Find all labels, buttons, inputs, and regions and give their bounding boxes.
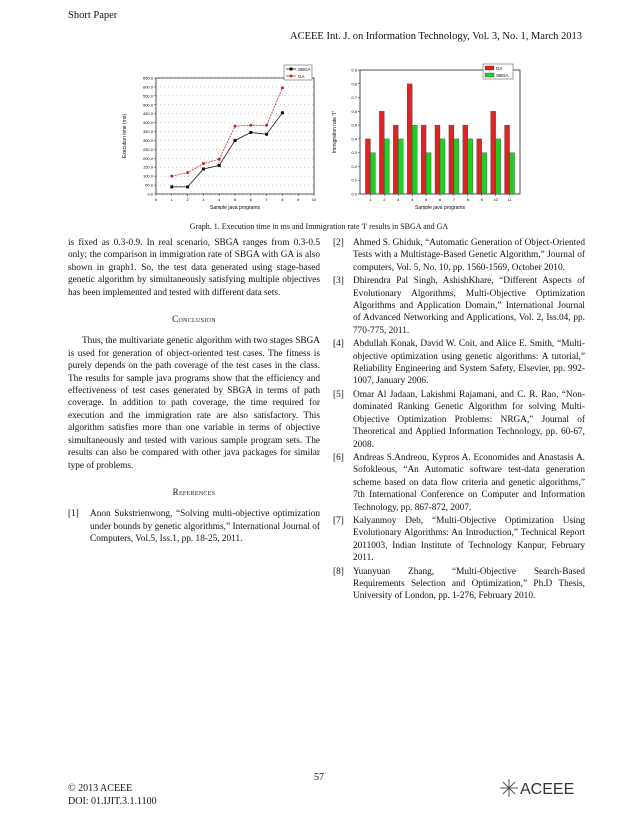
bar-chart-x-tick-label: 10 (493, 197, 498, 202)
bar-chart-x-tick-label: 4 (411, 197, 414, 202)
figure-caption: Graph. 1. Execution time in ms and Immigration rate 'I' results in SBGA and GA (189, 222, 449, 231)
line-chart-x-tick-label: 4 (218, 197, 221, 202)
reference-item (333, 389, 585, 451)
reference-number: [7] (333, 515, 344, 526)
line-series-ga (172, 88, 283, 176)
bar-chart-bars (365, 84, 514, 194)
line-series-sbga (172, 113, 283, 187)
line-chart-series (170, 86, 284, 188)
bar-ga (505, 125, 510, 194)
line-chart-y-tick-label: 150.0 (142, 164, 153, 170)
bar-sbga (426, 153, 431, 194)
legend-ga-marker (290, 75, 293, 78)
logo-star-icon (500, 779, 518, 797)
point-sbga (249, 131, 252, 134)
reference-number: [8] (333, 566, 344, 577)
point-sbga (234, 139, 237, 142)
bar-sbga (370, 153, 375, 194)
bar-ga (393, 125, 398, 194)
line-chart (122, 65, 317, 211)
point-sbga (170, 185, 173, 188)
bar-chart-x-tick-label: 5 (424, 197, 428, 202)
bar-chart-x-ticks (369, 194, 512, 202)
logo-text: ACEEE (520, 781, 575, 798)
point-ga (249, 124, 252, 127)
bar-ga (463, 125, 468, 194)
line-chart-x-tick-label: 3 (202, 197, 205, 202)
footer-left (68, 782, 157, 808)
reference-item (333, 237, 585, 274)
line-chart-y-tick-label: 300.0 (142, 137, 153, 143)
doi: DOI: 01.IJIT.3.1.1100 (68, 796, 157, 807)
bar-chart-x-tick-label: 1 (369, 197, 372, 202)
reference-item (68, 508, 320, 545)
reference-number: [2] (333, 238, 344, 248)
bar-chart-y-tick-label: 0.0 (351, 191, 357, 197)
bar-chart-x-tick-label: 8 (466, 197, 469, 202)
legend-sbga-bar-label: SBGA (496, 73, 509, 78)
references-heading: References (172, 486, 216, 497)
point-ga (202, 162, 205, 165)
page-number: 57 (314, 772, 324, 783)
bar-sbga (496, 139, 501, 194)
bar-chart-x-tick-label: 6 (438, 197, 442, 202)
line-chart-y-tick-label: 350.0 (142, 129, 153, 135)
point-sbga (281, 111, 284, 114)
reference-number: [5] (333, 389, 344, 400)
line-chart-y-tick-label: 400.0 (142, 120, 153, 126)
bar-ga (449, 125, 454, 194)
line-chart-x-tick-label: 1 (170, 197, 173, 202)
point-ga (218, 158, 221, 161)
bar-chart-y-ticks (351, 68, 360, 197)
line-chart-legend (284, 65, 312, 80)
bar-chart-y-tick-label: 0.3 (351, 150, 357, 156)
bar-sbga (510, 153, 515, 194)
point-ga (186, 171, 189, 174)
conclusion-heading: Conclusion (172, 314, 216, 325)
bar-ga (435, 125, 440, 194)
line-chart-frame (156, 78, 314, 194)
line-chart-x-tick-label: 6 (249, 197, 252, 202)
bar-chart-x-tick-label: 9 (480, 197, 483, 202)
point-sbga (218, 164, 221, 167)
line-chart-y-tick-label: 450.0 (142, 111, 153, 117)
reference-text: Anon Sukstrienwong, “Solving multi-objective optimization under bounds by genetic algorithms,” International Journal of Computers, Vol.5, Iss.1, pp. 18-25, 2011. (90, 509, 320, 545)
bar-ga (421, 125, 426, 194)
line-chart-y-tick-label: 550.0 (142, 93, 153, 99)
line-chart-y-tick-label: 50.0 (145, 182, 153, 188)
reference-number: [3] (333, 276, 344, 287)
line-chart-grid (156, 78, 314, 194)
point-sbga (186, 185, 189, 188)
bar-chart-y-tick-label: 0.2 (351, 163, 357, 169)
line-chart-x-tick-label: 5 (233, 197, 237, 202)
reference-number: [6] (333, 452, 344, 463)
reference-text: Andreas S.Andreou, Kypros A. Economides and Anastasis A. Sofokleous, “An Automatic software test-data generation scheme based on data flow criteria and genetic algorithms,” 7th International Conference on Computer and Information Technology, pp. 867-872, 2007. (353, 452, 585, 513)
copyright: © 2013 ACEEE (68, 783, 133, 794)
bar-sbga (398, 139, 403, 194)
journal-header: ACEEE Int. J. on Information Technology, Vol. 3, No. 1, March 2013 (290, 31, 582, 42)
line-chart-x-tick-label: 0 (154, 197, 158, 202)
line-chart-y-tick-label: 100.0 (142, 173, 153, 179)
line-chart-x-tick-label: 10 (311, 197, 317, 202)
short-paper-label: Short Paper (68, 10, 118, 21)
bar-chart-y-tick-label: 0.1 (351, 177, 357, 183)
bar-sbga (468, 139, 473, 194)
bar-sbga (440, 139, 445, 194)
line-chart-y-ticks (143, 76, 156, 197)
reference-text: Omar Al Jadaan, Lakishmi Rajamani, and C. R. Rao, “Non-dominated Ranking Genetic Algorithm for solving Multi-Objective Optimization Problems: NRGA,” Journal of Theoretical and Applied Information Technology, pp. 60-67, 2008. (353, 389, 585, 450)
reference-number: [4] (333, 339, 344, 350)
line-chart-y-tick-label: 200.0 (142, 155, 153, 161)
bar-ga (407, 84, 412, 194)
right-column (333, 237, 585, 604)
bar-chart-legend (483, 64, 513, 79)
legend-ga-label: GA (298, 74, 305, 79)
bar-chart-y-tick-label: 0.8 (351, 81, 357, 87)
point-sbga (202, 168, 205, 171)
line-chart-y-tick-label: 650.0 (142, 75, 153, 81)
legend-ga-swatch (485, 66, 494, 70)
bar-ga (379, 111, 384, 194)
figure (0, 0, 638, 220)
reference-item (333, 566, 585, 603)
line-chart-y-tick-label: 0.0 (147, 191, 153, 197)
legend-sbga-label: SBGA (298, 67, 311, 72)
bar-sbga (412, 125, 417, 194)
reference-item (333, 275, 585, 337)
line-chart-x-tick-label: 7 (265, 197, 268, 202)
line-chart-x-tick-label: 2 (186, 197, 189, 202)
bar-chart-x-tick-label: 11 (507, 197, 512, 202)
line-chart-y-tick-label: 600.0 (142, 84, 153, 90)
bar-sbga (384, 139, 389, 194)
bar-chart-x-tick-label: 7 (452, 197, 456, 202)
paragraph-intro: is fixed as 0.3-0.9. In real scenario, SBGA ranges from 0.3-0.5 only; the comparison in immigration rate of SBGA with GA is also shown in graph1. So, the test data generated using stage-based genetic algorithm by simultaneously satisfying multiple objectives has been implemented and tested with different data sets. (68, 238, 320, 298)
bar-chart-y-tick-label: 0.6 (351, 108, 357, 114)
bar-chart (332, 64, 520, 211)
reference-text: Ahmed S. Ghiduk, “Automatic Generation of Object-Oriented Tests with a Multistage-Based Genetic Algorithm,” Journal of computers, Vol. 5, No. 10, pp. 1560-1569, October 2010. (353, 238, 585, 273)
left-column (68, 237, 320, 547)
legend-sbga-marker (290, 68, 293, 71)
bar-chart-x-tick-label: 3 (397, 197, 400, 202)
reference-item (333, 452, 585, 514)
reference-text: Abdullah Konak, David W. Coit, and Alice E. Smith, “Multi-objective optimization using genetic algorithms: A tutorial,” Reliability Engineering and System Safety, Elsevier, pp. 992-1007, January 2006. (353, 339, 585, 387)
line-chart-x-ticks (155, 194, 317, 202)
reference-text: Dhirendra Pal Singh, AshishKhare, “Different Aspects of Evolutionary Algorithms, Multi-Objective Optimization Algorithms and Application Domain,” International Journal of Advanced Networking and Applications, Vol. 2, Iss.04, pp. 770-775, 2011. (353, 276, 585, 336)
line-chart-y-tick-label: 500.0 (142, 102, 153, 108)
bar-ga (491, 111, 496, 194)
legend-sbga-swatch (485, 73, 494, 77)
bar-chart-y-tick-label: 0.7 (351, 95, 357, 101)
reference-number: [1] (68, 509, 79, 520)
legend-ga-bar-label: GA (496, 66, 503, 71)
bar-chart-y-label: Immigration rate "I" (332, 110, 338, 154)
bar-chart-x-tick-label: 2 (383, 197, 386, 202)
bar-ga (477, 139, 482, 194)
bar-ga (365, 139, 370, 194)
line-chart-x-label: Sample java programs (209, 205, 261, 211)
line-chart-y-tick-label: 250.0 (142, 146, 153, 152)
bar-sbga (482, 153, 487, 194)
bar-chart-y-tick-label: 0.5 (351, 122, 357, 128)
point-sbga (265, 133, 268, 136)
point-ga (281, 86, 284, 89)
paragraph-conclusion: Thus, the multivariate genetic algorithm with two stages SBGA is used for generation of object-oriented test cases. The fitness is purely depends on the path coverage of the test cases in the class. The results for sample java programs show that the efficiency and effectiveness of test cases generated by SBGA in terms of path coverage. In addition to path coverage, the time required for execution and the immigration rate are also satisfactory. This algorithm satisfies more than one variable in terms of objective simultaneously and tested with various sample program sets. The results can also be compared with other java packages for similar type of problems. (68, 336, 320, 471)
point-ga (265, 124, 268, 127)
reference-text: Yuanyuan Zhang, “Multi-Objective Search-Based Requirements Selection and Optimization,” Ph.D Thesis, University of London, pp. 1-276, February 2010. (353, 566, 585, 602)
bar-chart-y-tick-label: 0.4 (351, 136, 357, 142)
point-ga (170, 175, 173, 178)
reference-item (333, 338, 585, 388)
reference-item (333, 515, 585, 565)
point-ga (234, 125, 237, 128)
bar-chart-y-tick-label: 0.9 (351, 67, 357, 73)
reference-text: Kalyanmoy Deb, “Multi-Objective Optimization Using Evolutionary Algorithms: An Introduction,” Technical Report 2011003, Indian Institute of Technology Kanpur, February 2011. (353, 515, 585, 564)
line-chart-x-tick-label: 9 (297, 197, 300, 202)
line-chart-x-tick-label: 8 (281, 197, 284, 202)
bar-sbga (454, 139, 459, 194)
aceee-logo (496, 775, 586, 801)
bar-chart-x-label: Sample java programs (414, 205, 466, 211)
line-chart-y-label: Execution time (ms) (122, 113, 128, 159)
